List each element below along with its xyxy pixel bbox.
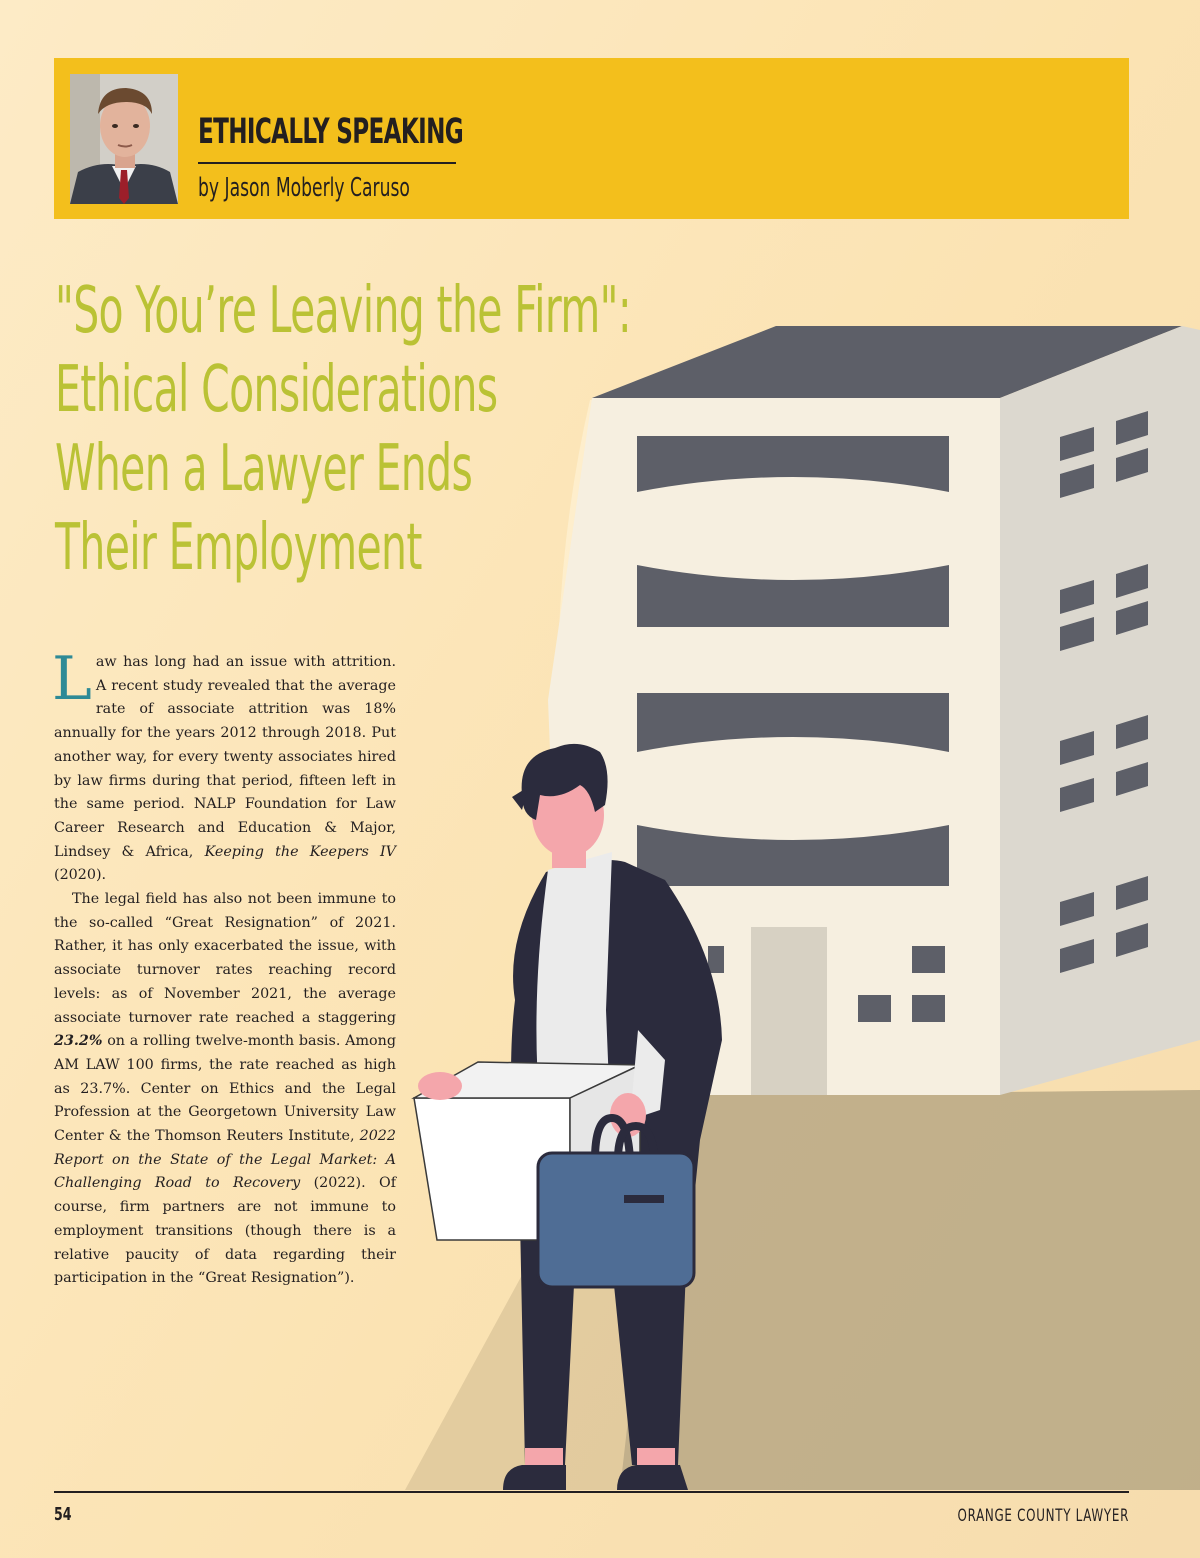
front-window xyxy=(912,995,945,1022)
title-line: "So You’re Leaving the Firm": xyxy=(55,274,631,348)
title-line: Ethical Considerations xyxy=(55,353,498,427)
paragraph-text: The legal field has also not been immune to the so-called “Great Resignation” of 2021. Rather, it has only exacerbated the issue, with associate turnover rates reaching record levels: as of November 2021, the average associate turnover rate reached a staggering xyxy=(54,891,396,1026)
paragraph-text: on a rolling twelve-month basis. Among AM LAW 100 firms, the rate reached as high as 23.7%. Center on Ethics and the Legal Profession at the Georgetown University Law Center & the Thomson Reuters Institute, xyxy=(54,1033,396,1145)
paragraph xyxy=(52,644,396,888)
front-window xyxy=(858,995,891,1022)
title-line: Their Employment xyxy=(55,511,422,585)
column-name: ETHICALLY SPEAKING xyxy=(198,112,464,152)
highlighted-statistic: 23.2% xyxy=(54,1033,103,1050)
floor xyxy=(620,1090,1200,1490)
citation-title: Keeping the Keepers IV xyxy=(204,843,396,860)
author-photo xyxy=(70,74,178,204)
article-body xyxy=(52,644,396,1291)
front-window xyxy=(912,946,945,973)
building-side xyxy=(1000,326,1200,1095)
paragraph-text: (2022). Of course, firm partners are not immune to employment transitions (though there is a relative paucity of data regarding their participation in the “Great Resignation”). xyxy=(54,1175,396,1287)
citation-title: 2022 Report on the State of the Legal Market: A Challenging Road to Recovery xyxy=(54,1128,396,1192)
paragraph-text: (2020). xyxy=(54,867,107,884)
paragraph xyxy=(54,888,396,1291)
front-window xyxy=(708,946,724,973)
paragraph-text: aw has long had an issue with attrition. A recent study revealed that the average rate of associate attrition was 18% annually for the years 2012 through 2018. Put another way, for every twenty associates hired by law firms during that period, fifteen left in the same period. NALP Foundation for Law Career Research and Education & Major, Lindsey & Africa, xyxy=(54,654,396,860)
title-line: When a Lawyer Ends xyxy=(55,432,473,506)
person-shoe xyxy=(617,1465,688,1490)
column-banner xyxy=(54,58,1129,219)
publication-name: ORANGE COUNTY LAWYER xyxy=(957,1506,1129,1526)
article-title xyxy=(55,272,631,588)
building-door xyxy=(751,927,827,1095)
drop-cap: L xyxy=(52,644,92,714)
page-number: 54 xyxy=(54,1504,72,1525)
footer-rule xyxy=(54,1491,1129,1493)
person-hand xyxy=(418,1072,462,1100)
author-byline: by Jason Moberly Caruso xyxy=(198,173,410,203)
person-shoe xyxy=(503,1465,566,1490)
column-name-underline xyxy=(198,162,456,164)
